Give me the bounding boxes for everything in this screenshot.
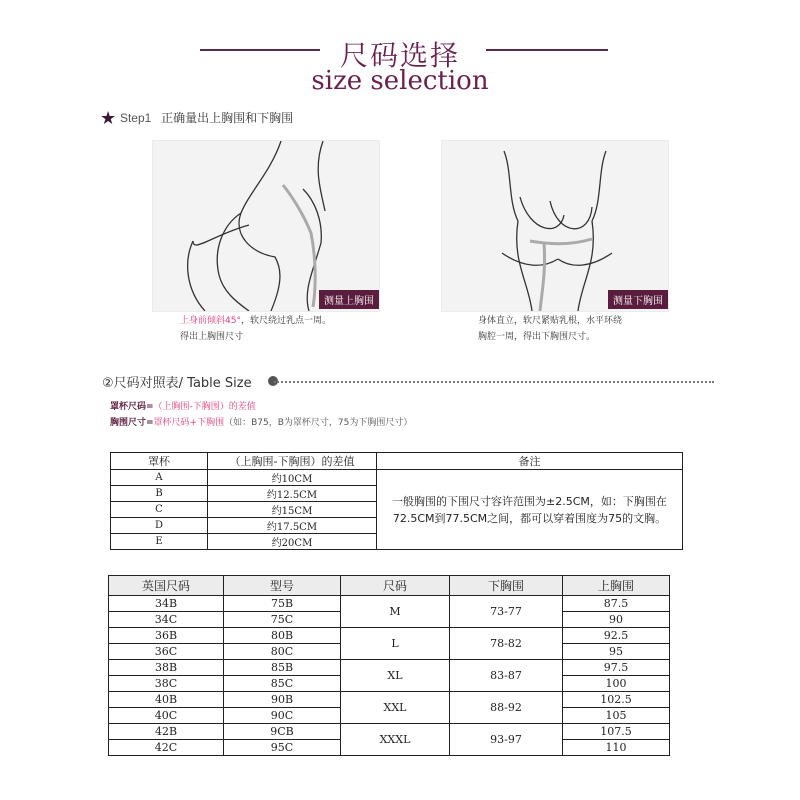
upper-cell: 102.5 (563, 692, 670, 708)
diff-cell: 约12.5CM (208, 486, 377, 502)
formula-cup-size (110, 399, 256, 412)
caption-under-bust (478, 313, 678, 345)
illustration-upper-bust (152, 140, 380, 312)
diff-cell: 约10CM (208, 470, 377, 486)
uk-cell: 36B (109, 628, 224, 644)
model-cell: 80C (224, 644, 341, 660)
size-chart-table (108, 575, 670, 756)
formula1-value: （上胸围-下胸围）的差值 (153, 402, 256, 412)
woman-side-sketch-icon (153, 141, 379, 311)
formula1-label: 罩杯尺码= (110, 402, 154, 412)
model-cell: 75B (224, 596, 341, 612)
cup-size-table (110, 452, 683, 550)
star-icon: ★ (100, 108, 117, 129)
table-header-row (109, 576, 670, 596)
uk-cell: 36C (109, 644, 224, 660)
cup-cell: C (111, 502, 208, 518)
diff-cell: 约20CM (208, 534, 377, 550)
header-cup: 罩杯 (111, 453, 208, 470)
cup-cell: A (111, 470, 208, 486)
caption-upper-bust (180, 313, 380, 345)
section-title: ②尺码对照表/ Table Size (102, 376, 252, 391)
upper-cell: 90 (563, 612, 670, 628)
cup-cell: D (111, 518, 208, 534)
tag-measure-upper: 测量上胸围 (319, 290, 379, 309)
model-cell: 9CB (224, 724, 341, 740)
model-cell: 85C (224, 676, 341, 692)
header-size: 尺码 (341, 576, 450, 596)
header-note: 备注 (377, 453, 683, 470)
table-row (111, 470, 683, 486)
uk-cell: 38C (109, 676, 224, 692)
uk-cell: 40C (109, 708, 224, 724)
upper-cell: 107.5 (563, 724, 670, 740)
woman-front-sketch-icon (442, 141, 668, 311)
uk-cell: 40B (109, 692, 224, 708)
uk-cell: 42C (109, 740, 224, 756)
size-cell: M (341, 596, 450, 628)
under-cell: 88-92 (450, 692, 563, 724)
size-cell: XXXL (341, 724, 450, 756)
header-diff: （上胸围-下胸围）的差值 (208, 453, 377, 470)
model-cell: 85B (224, 660, 341, 676)
caption-under-line2: 胸腔一周，得出下胸围尺寸。 (478, 332, 596, 342)
upper-cell: 87.5 (563, 596, 670, 612)
model-cell: 90B (224, 692, 341, 708)
uk-cell: 42B (109, 724, 224, 740)
step1-heading (100, 108, 293, 129)
under-cell: 78-82 (450, 628, 563, 660)
upper-cell: 97.5 (563, 660, 670, 676)
table-row (109, 596, 670, 612)
cup-cell: E (111, 534, 208, 550)
formula2-value: 罩杯尺码+下胸围 (153, 418, 225, 428)
page-title: 尺码选择 (339, 39, 460, 72)
model-cell: 80B (224, 628, 341, 644)
model-cell: 95C (224, 740, 341, 756)
page-subtitle: size selection (311, 66, 489, 96)
formula-bust-size (110, 415, 412, 428)
table-row (109, 660, 670, 676)
size-cell: L (341, 628, 450, 660)
under-cell: 83-87 (450, 660, 563, 692)
under-cell: 93-97 (450, 724, 563, 756)
cup-cell: B (111, 486, 208, 502)
size-cell: XXL (341, 692, 450, 724)
step-text: 正确量出上胸围和下胸围 (161, 111, 294, 125)
uk-cell: 34B (109, 596, 224, 612)
model-cell: 90C (224, 708, 341, 724)
upper-cell: 110 (563, 740, 670, 756)
uk-cell: 34C (109, 612, 224, 628)
tag-measure-under: 测量下胸围 (608, 290, 668, 309)
header-model: 型号 (224, 576, 341, 596)
caption-upper-rest: ，软尺绕过乳点一周。 (240, 316, 331, 326)
diff-cell: 约17.5CM (208, 518, 377, 534)
table-header-row (111, 453, 683, 470)
upper-cell: 100 (563, 676, 670, 692)
uk-cell: 38B (109, 660, 224, 676)
dotted-divider (274, 381, 714, 383)
caption-upper-highlight: 上身前倾斜45° (180, 316, 241, 326)
upper-cell: 95 (563, 644, 670, 660)
header-uk-size: 英国尺码 (109, 576, 224, 596)
header-upper-bust: 上胸围 (563, 576, 670, 596)
diff-cell: 约15CM (208, 502, 377, 518)
header-under-bust: 下胸围 (450, 576, 563, 596)
table-row (109, 692, 670, 708)
table-row (109, 628, 670, 644)
caption-upper-line2: 得出上胸围尺寸 (180, 332, 244, 342)
illustration-under-bust (441, 140, 669, 312)
formula2-label: 胸围尺寸= (110, 418, 154, 428)
step-number: Step1 (119, 111, 152, 125)
upper-cell: 105 (563, 708, 670, 724)
model-cell: 75C (224, 612, 341, 628)
section-table-size-heading (96, 368, 716, 392)
table-row (109, 724, 670, 740)
caption-under-line1: 身体直立，软尺紧贴乳根，水平环绕 (478, 316, 623, 326)
upper-cell: 92.5 (563, 628, 670, 644)
size-cell: XL (341, 660, 450, 692)
note-cell: 一般胸围的下围尺寸容许范围为±2.5CM，如：下胸围在72.5CM到77.5CM之间，都可以穿着围度为75的文胸。 (377, 470, 683, 550)
formula2-note: （如：B75，B为罩杯尺寸，75为下胸围尺寸） (224, 418, 413, 428)
under-cell: 73-77 (450, 596, 563, 628)
